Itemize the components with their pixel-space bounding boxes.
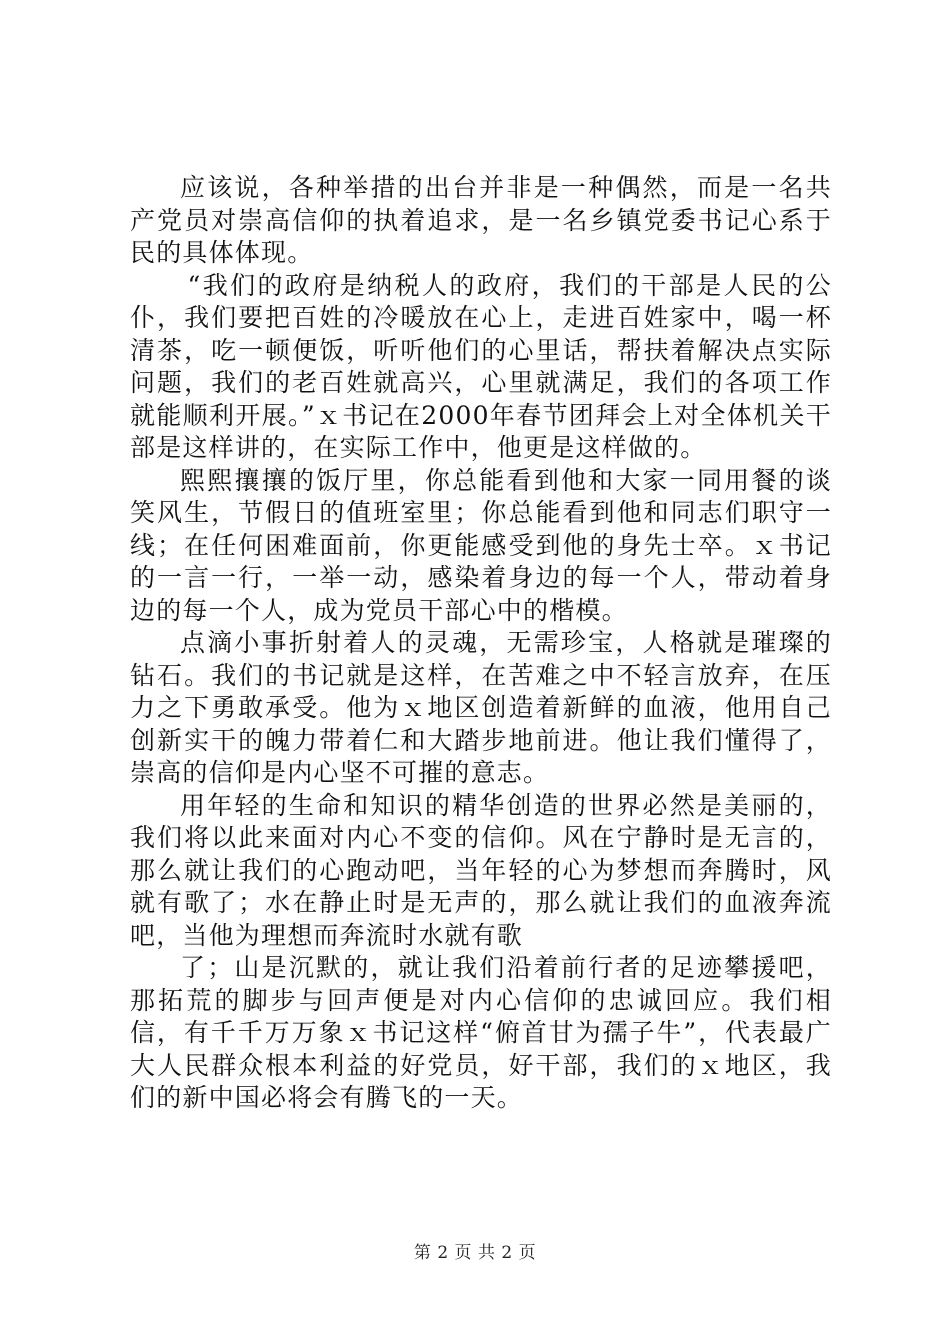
paragraph-6: 了；山是沉默的，就让我们沿着前行者的足迹攀援吧，那拓荒的脚步与回声便是对内心信仰的忠诚回应。我们相信，有千千万万象ｘ书记这样“俯首甘为孺子牛”，代表最广大人民群众根本利益的好党员，好干部，我们的ｘ地区，我们的新中国必将会有腾飞的一天。 [130, 953, 832, 1112]
paragraph-4: 点滴小事折射着人的灵魂，无需珍宝，人格就是璀璨的钻石。我们的书记就是这样，在苦难之中不轻言放弃，在压力之下勇敢承受。他为ｘ地区创造着新鲜的血液，他用自己创新实干的魄力带着仁和大踏步地前进。他让我们懂得了，崇高的信仰是内心坚不可摧的意志。 [130, 628, 832, 787]
paragraph-1: 应该说，各种举措的出台并非是一种偶然，而是一名共产党员对崇高信仰的执着追求，是一名乡镇党委书记心系于民的具体体现。 [130, 173, 832, 267]
paragraph-5: 用年轻的生命和知识的精华创造的世界必然是美丽的，我们将以此来面对内心不变的信仰。风在宁静时是无言的，那么就让我们的心跑动吧，当年轻的心为梦想而奔腾时，风就有歌了；水在静止时是无声的，那么就让我们的血液奔流吧，当他为理想而奔流时水就有歌 [130, 790, 832, 950]
page-footer: 第 2 页 共 2 页 [413, 1243, 537, 1263]
paragraph-2: “我们的政府是纳税人的政府，我们的干部是人民的公仆，我们要把百姓的冷暖放在心上，走进百姓家中，喝一杯清茶，吃一顿便饭，听听他们的心里话，帮扶着解决点实际问题，我们的老百姓就高兴，心里就满足，我们的各项工作就能顺利开展。”ｘ书记在2000年春节团拜会上对全体机关干部是这样讲的，在实际工作中，他更是这样做的。 [130, 270, 832, 462]
document-body [130, 172, 832, 1115]
paragraph-3: 熙熙攘攘的饭厅里，你总能看到他和大家一同用餐的谈笑风生，节假日的值班室里；你总能看到他和同志们职守一线；在任何困难面前，你更能感受到他的身先士卒。ｘ书记的一言一行，一举一动，感染着身边的每一个人，带动着身边的每一个人，成为党员干部心中的楷模。 [130, 465, 832, 625]
